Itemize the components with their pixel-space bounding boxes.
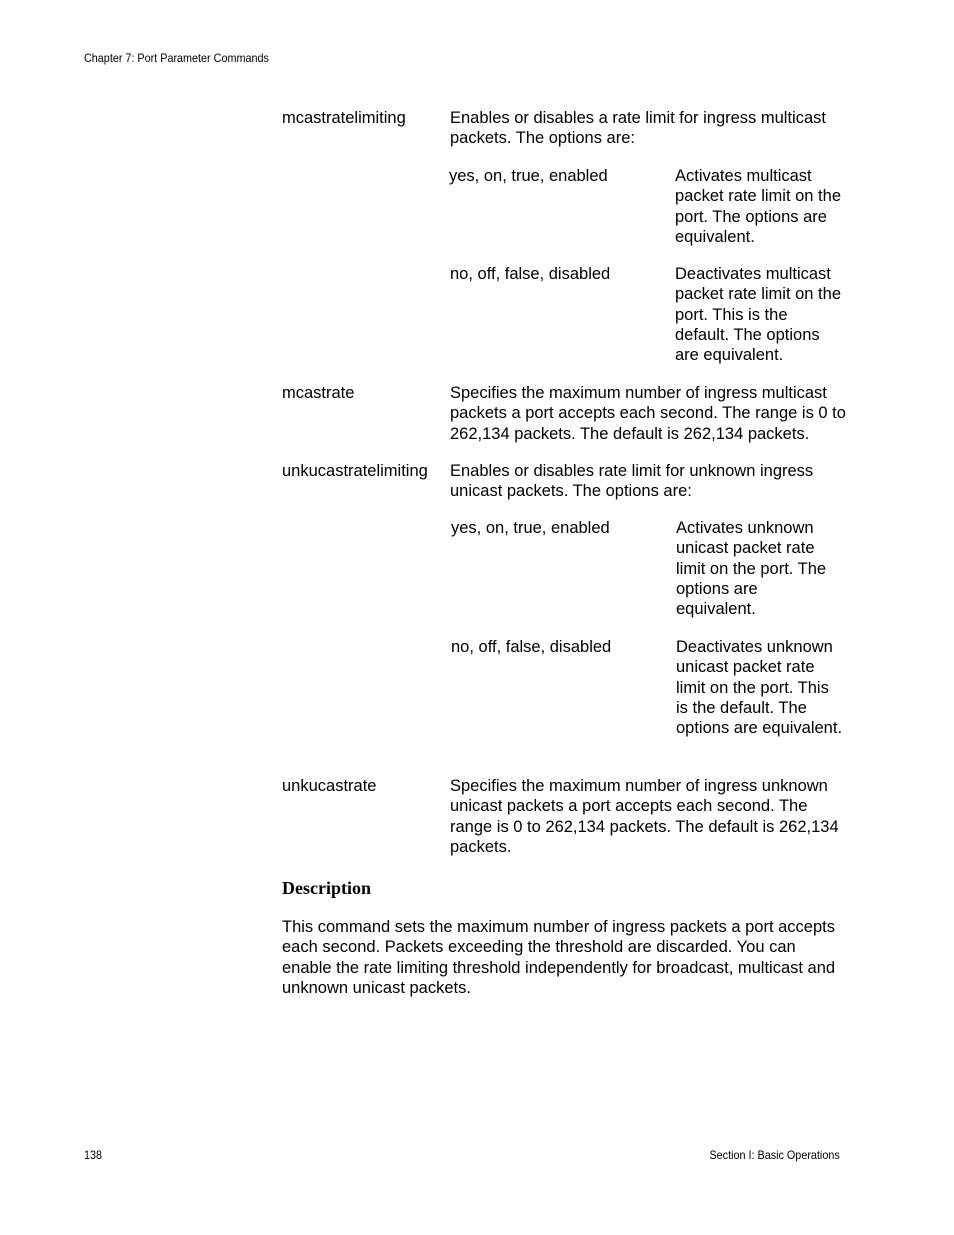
param-name-mcastratelimiting: mcastratelimiting (282, 109, 406, 127)
param-desc-unkucastratelimiting: Enables or disables rate limit for unknown ingress unicast packets. The options are: (450, 462, 814, 501)
option-value: Deactivates unknown unicast packet rate limit on the port. This is the default. The options are equivalent. (676, 638, 843, 738)
running-header: Chapter 7: Port Parameter Commands (84, 51, 269, 65)
option-key: yes, on, true, enabled (451, 519, 610, 537)
param-name-mcastrate: mcastrate (282, 384, 355, 402)
option-key: no, off, false, disabled (450, 265, 611, 283)
param-name-unkucastratelimiting: unkucastratelimiting (282, 462, 428, 480)
page-number: 138 (84, 1148, 103, 1162)
section-footer: Section I: Basic Operations (709, 1148, 840, 1162)
section-heading-description: Description (282, 878, 371, 898)
option-key: yes, on, true, enabled (449, 167, 608, 185)
option-value: Activates unknown unicast packet rate limit on the port. The options are equivalent. (676, 519, 827, 619)
option-key: no, off, false, disabled (451, 638, 612, 656)
param-desc-mcastratelimiting: Enables or disables a rate limit for ingress multicast packets. The options are: (450, 109, 826, 148)
param-name-unkucastrate: unkucastrate (282, 777, 377, 795)
param-desc-unkucastrate: Specifies the maximum number of ingress unknown unicast packets a port accepts each second. The range is 0 to 262,134 packets. The default is 262,134 packets. (450, 777, 839, 856)
param-desc-mcastrate: Specifies the maximum number of ingress multicast packets a port accepts each second. The range is 0 to 262,134 packets. The default is 262,134 packets. (450, 384, 846, 443)
option-value: Activates multicast packet rate limit on the port. The options are equivalent. (675, 167, 841, 246)
description-paragraph: This command sets the maximum number of ingress packets a port accepts each second. Packets exceeding the threshold are discarded. You can enable the rate limiting threshold independently for broadcast, multicast and unknown unicast packets. (282, 918, 836, 997)
option-value: Deactivates multicast packet rate limit on the port. This is the default. The options are equivalent. (675, 265, 841, 365)
